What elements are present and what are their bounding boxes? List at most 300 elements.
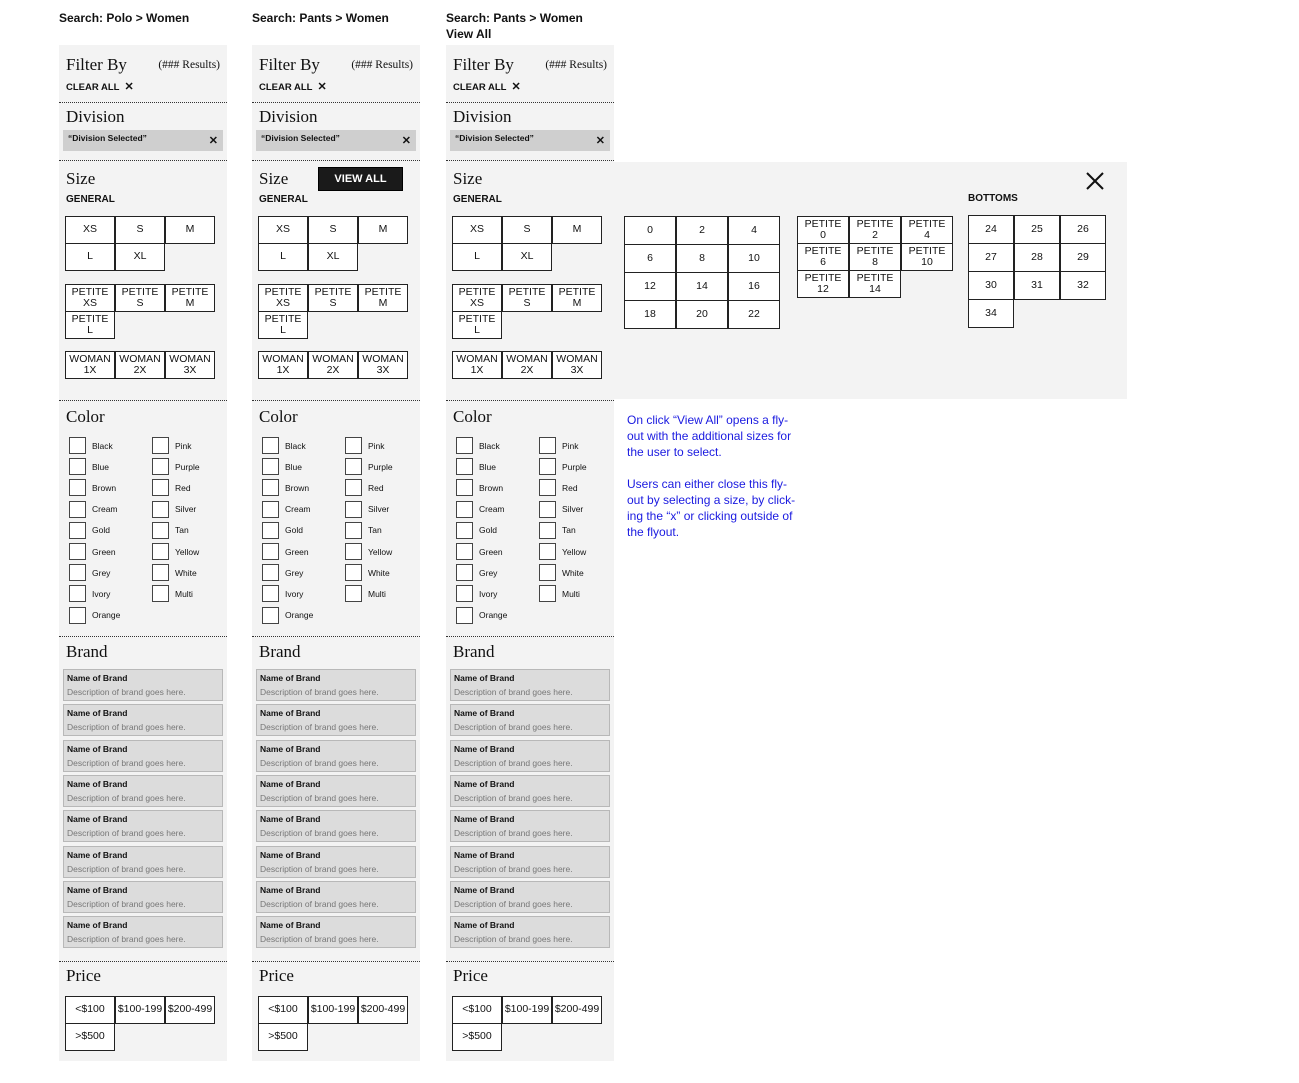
size-option[interactable]: PETITE S <box>308 284 358 312</box>
brand-item[interactable] <box>450 740 610 772</box>
checkbox[interactable] <box>262 522 279 539</box>
color-option[interactable] <box>262 458 302 475</box>
checkbox[interactable] <box>345 543 362 560</box>
size-grid-general <box>259 217 409 271</box>
brand-name: Name of Brand <box>260 920 321 931</box>
checkbox[interactable] <box>152 458 169 475</box>
color-label: Cream <box>92 504 118 515</box>
size-option[interactable]: WOMAN 2X <box>308 351 358 379</box>
color-option[interactable] <box>539 564 584 581</box>
brand-description: Description of brand goes here. <box>260 863 379 874</box>
color-option[interactable] <box>456 585 497 602</box>
color-option[interactable] <box>262 585 303 602</box>
size-option[interactable]: 34 <box>968 299 1014 328</box>
color-option[interactable] <box>345 501 389 518</box>
size-option[interactable]: PETITE XS <box>452 284 502 312</box>
breadcrumb-line: Search: Pants > Women <box>446 11 583 25</box>
color-label: Grey <box>92 567 111 578</box>
color-option[interactable] <box>69 522 110 539</box>
color-label: Multi <box>175 588 193 599</box>
price-option[interactable]: >$500 <box>452 1023 502 1051</box>
price-option[interactable]: >$500 <box>65 1023 115 1051</box>
clear-all-button[interactable] <box>453 80 521 93</box>
brand-item[interactable] <box>450 704 610 736</box>
brand-description: Description of brand goes here. <box>454 687 573 697</box>
color-option[interactable] <box>152 543 199 560</box>
size-option[interactable]: L <box>65 243 115 271</box>
brand-item[interactable] <box>256 916 416 948</box>
color-label: Brown <box>92 482 117 493</box>
color-label: Green <box>92 546 116 557</box>
checkbox[interactable] <box>345 522 362 539</box>
checkbox[interactable] <box>345 437 362 454</box>
price-grid <box>66 997 216 1051</box>
checkbox[interactable] <box>152 522 169 539</box>
view-all-button[interactable]: VIEW ALL <box>318 167 403 191</box>
size-option[interactable]: 20 <box>676 300 728 329</box>
brand-description: Description of brand goes here. <box>67 722 186 733</box>
color-option[interactable] <box>69 437 113 454</box>
size-option[interactable]: 10 <box>728 244 780 273</box>
color-option[interactable] <box>345 479 384 496</box>
checkbox[interactable] <box>262 458 279 475</box>
color-label: Silver <box>368 504 390 515</box>
checkbox[interactable] <box>152 501 169 518</box>
bottoms-label: BOTTOMS <box>968 193 1018 204</box>
color-label: Red <box>562 482 578 493</box>
checkbox[interactable] <box>262 585 279 602</box>
brand-item[interactable] <box>450 846 610 878</box>
checkbox[interactable] <box>262 501 279 518</box>
size-option[interactable]: PETITE 2 <box>849 216 901 244</box>
size-option[interactable]: 8 <box>676 244 728 273</box>
brand-item[interactable] <box>450 669 610 701</box>
division-title: Division <box>66 107 125 126</box>
size-option[interactable]: WOMAN 3X <box>358 351 408 379</box>
brand-item[interactable] <box>256 669 416 701</box>
size-grid-numeric <box>625 217 781 329</box>
brand-item[interactable] <box>63 916 223 948</box>
color-option[interactable] <box>539 501 583 518</box>
checkbox[interactable] <box>69 522 86 539</box>
size-option[interactable]: 18 <box>624 300 676 329</box>
color-option[interactable] <box>69 479 116 496</box>
size-option[interactable]: 27 <box>968 243 1014 272</box>
size-option[interactable]: S <box>115 216 165 244</box>
size-option[interactable]: PETITE 6 <box>797 243 849 271</box>
size-option[interactable]: WOMAN 2X <box>502 351 552 379</box>
filter-panel <box>59 45 227 1061</box>
size-grid-woman <box>66 352 216 379</box>
size-option[interactable]: 29 <box>1060 243 1106 272</box>
checkbox[interactable] <box>539 437 556 454</box>
size-option[interactable]: 14 <box>676 272 728 301</box>
color-label: Gold <box>285 525 303 536</box>
size-option[interactable]: WOMAN 1X <box>65 351 115 379</box>
price-grid <box>453 997 603 1051</box>
brand-item[interactable] <box>63 846 223 878</box>
checkbox[interactable] <box>152 585 169 602</box>
brand-name: Name of Brand <box>454 814 515 825</box>
size-option[interactable]: PETITE 4 <box>901 216 953 244</box>
checkbox[interactable] <box>69 437 86 454</box>
checkbox[interactable] <box>539 501 556 518</box>
size-grid-woman <box>453 352 603 379</box>
color-option[interactable] <box>69 585 110 602</box>
size-title: Size <box>66 169 96 188</box>
brand-item[interactable] <box>450 775 610 807</box>
brand-name: Name of Brand <box>454 708 515 719</box>
checkbox[interactable] <box>152 437 169 454</box>
color-option[interactable] <box>345 585 386 602</box>
size-grid-petite <box>453 285 603 339</box>
size-option[interactable]: 0 <box>624 216 676 245</box>
color-option[interactable] <box>539 543 586 560</box>
brand-item[interactable] <box>63 810 223 842</box>
size-option[interactable]: 6 <box>624 244 676 273</box>
color-option[interactable] <box>456 564 497 581</box>
color-option[interactable] <box>456 522 497 539</box>
close-icon[interactable]: ✕ <box>595 135 605 147</box>
price-title: Price <box>259 966 294 985</box>
color-option[interactable] <box>456 607 507 624</box>
color-option[interactable] <box>69 607 120 624</box>
checkbox[interactable] <box>69 564 86 581</box>
price-option[interactable]: >$500 <box>258 1023 308 1051</box>
brand-description: Description of brand goes here. <box>454 828 573 839</box>
color-option[interactable] <box>539 479 578 496</box>
size-option[interactable]: PETITE 8 <box>849 243 901 271</box>
size-option[interactable]: 4 <box>728 216 780 245</box>
color-label: Green <box>479 546 503 557</box>
checkbox[interactable] <box>539 543 556 560</box>
size-option[interactable]: 12 <box>624 272 676 301</box>
brand-name: Name of Brand <box>260 743 321 754</box>
color-option[interactable] <box>262 437 306 454</box>
color-section <box>59 400 227 635</box>
annotation-note: Users can either close this fly-out by selecting a size, by click-ing the “x” or clicking outside of the flyout. <box>627 477 796 539</box>
size-option[interactable]: PETITE L <box>452 311 502 339</box>
brand-item[interactable] <box>256 704 416 736</box>
brand-item[interactable] <box>63 669 223 701</box>
brand-description: Description of brand goes here. <box>454 792 573 803</box>
clear-all-label: CLEAR ALL <box>259 82 313 93</box>
general-label: GENERAL <box>259 194 308 205</box>
size-option[interactable]: PETITE L <box>65 311 115 339</box>
color-option[interactable] <box>539 585 580 602</box>
color-label: White <box>562 567 584 578</box>
color-option[interactable] <box>152 458 200 475</box>
size-option[interactable]: WOMAN 1X <box>452 351 502 379</box>
checkbox[interactable] <box>456 543 473 560</box>
color-option[interactable] <box>345 543 392 560</box>
color-option[interactable] <box>152 522 189 539</box>
color-label: Yellow <box>368 546 393 557</box>
color-label: Ivory <box>285 588 304 599</box>
color-option[interactable] <box>456 479 503 496</box>
color-label: Silver <box>562 504 584 515</box>
brand-item[interactable] <box>63 775 223 807</box>
color-option[interactable] <box>152 501 196 518</box>
close-icon[interactable]: ✕ <box>208 135 218 147</box>
size-option[interactable]: 26 <box>1060 215 1106 244</box>
color-option[interactable] <box>539 522 576 539</box>
brand-item[interactable] <box>256 810 416 842</box>
checkbox[interactable] <box>69 607 86 624</box>
brand-item[interactable] <box>256 881 416 913</box>
brand-item[interactable] <box>450 810 610 842</box>
color-option[interactable] <box>262 543 309 560</box>
size-option[interactable]: WOMAN 1X <box>258 351 308 379</box>
brand-description: Description of brand goes here. <box>67 934 186 945</box>
close-icon[interactable] <box>1084 170 1106 192</box>
color-option[interactable] <box>345 522 382 539</box>
brand-item[interactable] <box>63 740 223 772</box>
size-option[interactable]: XL <box>502 243 552 271</box>
brand-item[interactable] <box>256 846 416 878</box>
brand-description: Description of brand goes here. <box>260 722 379 733</box>
checkbox[interactable] <box>152 479 169 496</box>
size-option[interactable]: PETITE S <box>115 284 165 312</box>
annotation-note: On click “View All” opens a fly-out with the additional sizes for the user to select. <box>627 413 792 459</box>
price-section <box>252 961 420 1061</box>
color-option[interactable] <box>152 564 197 581</box>
brand-section <box>446 636 614 960</box>
color-option[interactable] <box>345 437 385 454</box>
size-grid-woman <box>259 352 409 379</box>
price-section <box>59 961 227 1061</box>
size-title: Size <box>259 169 289 188</box>
color-label: Green <box>285 546 309 557</box>
checkbox[interactable] <box>152 543 169 560</box>
checkbox[interactable] <box>456 437 473 454</box>
color-label: Tan <box>562 525 576 536</box>
brand-section <box>252 636 420 960</box>
size-option[interactable]: 32 <box>1060 271 1106 300</box>
size-option[interactable]: 2 <box>676 216 728 245</box>
size-option[interactable]: PETITE XS <box>258 284 308 312</box>
checkbox[interactable] <box>539 458 556 475</box>
price-option[interactable]: $100-199 <box>308 996 358 1024</box>
price-option[interactable]: $200-499 <box>165 996 215 1024</box>
color-option[interactable] <box>69 458 109 475</box>
size-option[interactable]: PETITE M <box>165 284 215 312</box>
size-grid-petite <box>66 285 216 339</box>
size-option[interactable]: WOMAN 2X <box>115 351 165 379</box>
color-option[interactable] <box>262 607 313 624</box>
color-option[interactable] <box>152 585 193 602</box>
size-option[interactable]: S <box>308 216 358 244</box>
division-chip <box>450 130 610 151</box>
color-label: White <box>368 567 390 578</box>
brand-description: Description of brand goes here. <box>67 863 186 874</box>
size-option[interactable]: PETITE XS <box>65 284 115 312</box>
size-option[interactable]: S <box>502 216 552 244</box>
brand-item[interactable] <box>450 916 610 948</box>
results-count: (### Results) <box>545 59 607 71</box>
clear-all-button[interactable] <box>259 80 327 93</box>
color-label: Blue <box>92 461 110 472</box>
color-label: Yellow <box>562 546 587 557</box>
size-option[interactable]: XS <box>452 216 502 244</box>
size-grid-petite-numeric <box>798 217 954 298</box>
color-title: Color <box>453 407 492 426</box>
brand-name: Name of Brand <box>67 673 128 683</box>
size-option[interactable]: PETITE 10 <box>901 243 953 271</box>
checkbox[interactable] <box>69 458 86 475</box>
checkbox[interactable] <box>152 564 169 581</box>
color-option[interactable] <box>345 458 393 475</box>
size-option[interactable]: 25 <box>1014 215 1060 244</box>
size-option[interactable]: 24 <box>968 215 1014 244</box>
color-option[interactable] <box>69 543 116 560</box>
color-label: Purple <box>175 461 200 472</box>
size-option[interactable]: XL <box>115 243 165 271</box>
color-option[interactable] <box>456 501 505 518</box>
clear-all-label: CLEAR ALL <box>66 82 120 93</box>
size-option[interactable]: 31 <box>1014 271 1060 300</box>
price-option[interactable]: <$100 <box>65 996 115 1024</box>
size-option[interactable]: 30 <box>968 271 1014 300</box>
checkbox[interactable] <box>539 564 556 581</box>
checkbox[interactable] <box>262 564 279 581</box>
checkbox[interactable] <box>69 501 86 518</box>
size-option[interactable]: M <box>358 216 408 244</box>
color-label: Black <box>479 440 500 451</box>
size-section <box>446 160 614 398</box>
size-option[interactable]: 28 <box>1014 243 1060 272</box>
checkbox[interactable] <box>345 585 362 602</box>
brand-item[interactable] <box>256 775 416 807</box>
size-option[interactable]: WOMAN 3X <box>165 351 215 379</box>
brand-name: Name of Brand <box>454 743 515 754</box>
breadcrumb: Search: Pants > Women <box>252 11 389 25</box>
size-option[interactable]: L <box>258 243 308 271</box>
color-label: Pink <box>368 440 385 451</box>
size-option[interactable]: WOMAN 3X <box>552 351 602 379</box>
checkbox[interactable] <box>69 585 86 602</box>
checkbox[interactable] <box>345 458 362 475</box>
color-option[interactable] <box>262 564 303 581</box>
filter-title: Filter By <box>66 55 127 74</box>
checkbox[interactable] <box>456 607 473 624</box>
size-option[interactable]: PETITE 12 <box>797 270 849 298</box>
size-option[interactable]: PETITE 14 <box>849 270 901 298</box>
clear-all-button[interactable] <box>66 80 134 93</box>
price-option[interactable]: $100-199 <box>115 996 165 1024</box>
checkbox[interactable] <box>456 522 473 539</box>
color-title: Color <box>66 407 105 426</box>
checkbox[interactable] <box>456 564 473 581</box>
size-option[interactable]: XS <box>258 216 308 244</box>
size-option[interactable]: M <box>165 216 215 244</box>
size-option[interactable]: 22 <box>728 300 780 329</box>
brand-item[interactable] <box>256 740 416 772</box>
checkbox[interactable] <box>456 458 473 475</box>
color-option[interactable] <box>262 522 303 539</box>
brand-item[interactable] <box>63 704 223 736</box>
size-title: Size <box>453 169 483 188</box>
checkbox[interactable] <box>539 522 556 539</box>
price-grid <box>259 997 409 1051</box>
brand-item[interactable] <box>450 881 610 913</box>
color-option[interactable] <box>456 437 500 454</box>
brand-name: Name of Brand <box>260 814 321 825</box>
color-option[interactable] <box>539 437 579 454</box>
checkbox[interactable] <box>345 501 362 518</box>
breadcrumb <box>446 10 583 42</box>
division-title: Division <box>259 107 318 126</box>
price-option[interactable]: $200-499 <box>552 996 602 1024</box>
size-option[interactable]: PETITE 0 <box>797 216 849 244</box>
brand-description: Description of brand goes here. <box>260 828 379 839</box>
checkbox[interactable] <box>539 479 556 496</box>
results-count: (### Results) <box>351 59 413 71</box>
size-option[interactable]: PETITE M <box>552 284 602 312</box>
checkbox[interactable] <box>262 607 279 624</box>
checkbox[interactable] <box>456 585 473 602</box>
checkbox[interactable] <box>345 479 362 496</box>
color-label: White <box>175 567 197 578</box>
clear-all-label: CLEAR ALL <box>453 82 507 93</box>
price-option[interactable]: $100-199 <box>502 996 552 1024</box>
color-option[interactable] <box>69 501 118 518</box>
color-option[interactable] <box>262 501 311 518</box>
checkbox[interactable] <box>345 564 362 581</box>
checkbox[interactable] <box>262 543 279 560</box>
brand-name: Name of Brand <box>260 673 321 683</box>
color-option[interactable] <box>456 458 496 475</box>
checkbox[interactable] <box>69 543 86 560</box>
price-option[interactable]: $200-499 <box>358 996 408 1024</box>
color-option[interactable] <box>152 479 191 496</box>
division-section <box>446 102 614 159</box>
color-option[interactable] <box>152 437 192 454</box>
brand-item[interactable] <box>63 881 223 913</box>
color-option[interactable] <box>345 564 390 581</box>
checkbox[interactable] <box>456 501 473 518</box>
color-option[interactable] <box>69 564 110 581</box>
checkbox[interactable] <box>262 437 279 454</box>
size-option[interactable]: XS <box>65 216 115 244</box>
price-option[interactable]: <$100 <box>258 996 308 1024</box>
size-option[interactable]: L <box>452 243 502 271</box>
brand-description: Description of brand goes here. <box>260 934 379 945</box>
size-option[interactable]: XL <box>308 243 358 271</box>
color-option[interactable] <box>262 479 309 496</box>
price-option[interactable]: <$100 <box>452 996 502 1024</box>
color-label: Yellow <box>175 546 200 557</box>
checkbox[interactable] <box>456 479 473 496</box>
breadcrumb-line: View All <box>446 27 492 41</box>
close-icon[interactable]: ✕ <box>401 135 411 147</box>
color-label: Purple <box>562 461 587 472</box>
size-option[interactable]: 16 <box>728 272 780 301</box>
size-option[interactable]: PETITE S <box>502 284 552 312</box>
color-label: Cream <box>479 504 505 515</box>
division-chip-label: “Division Selected” <box>455 133 534 143</box>
color-option[interactable] <box>539 458 587 475</box>
size-option[interactable]: M <box>552 216 602 244</box>
size-option[interactable]: PETITE L <box>258 311 308 339</box>
division-title: Division <box>453 107 512 126</box>
color-option[interactable] <box>456 543 503 560</box>
size-option[interactable]: PETITE M <box>358 284 408 312</box>
checkbox[interactable] <box>262 479 279 496</box>
checkbox[interactable] <box>539 585 556 602</box>
brand-description: Description of brand goes here. <box>260 898 379 909</box>
checkbox[interactable] <box>69 479 86 496</box>
